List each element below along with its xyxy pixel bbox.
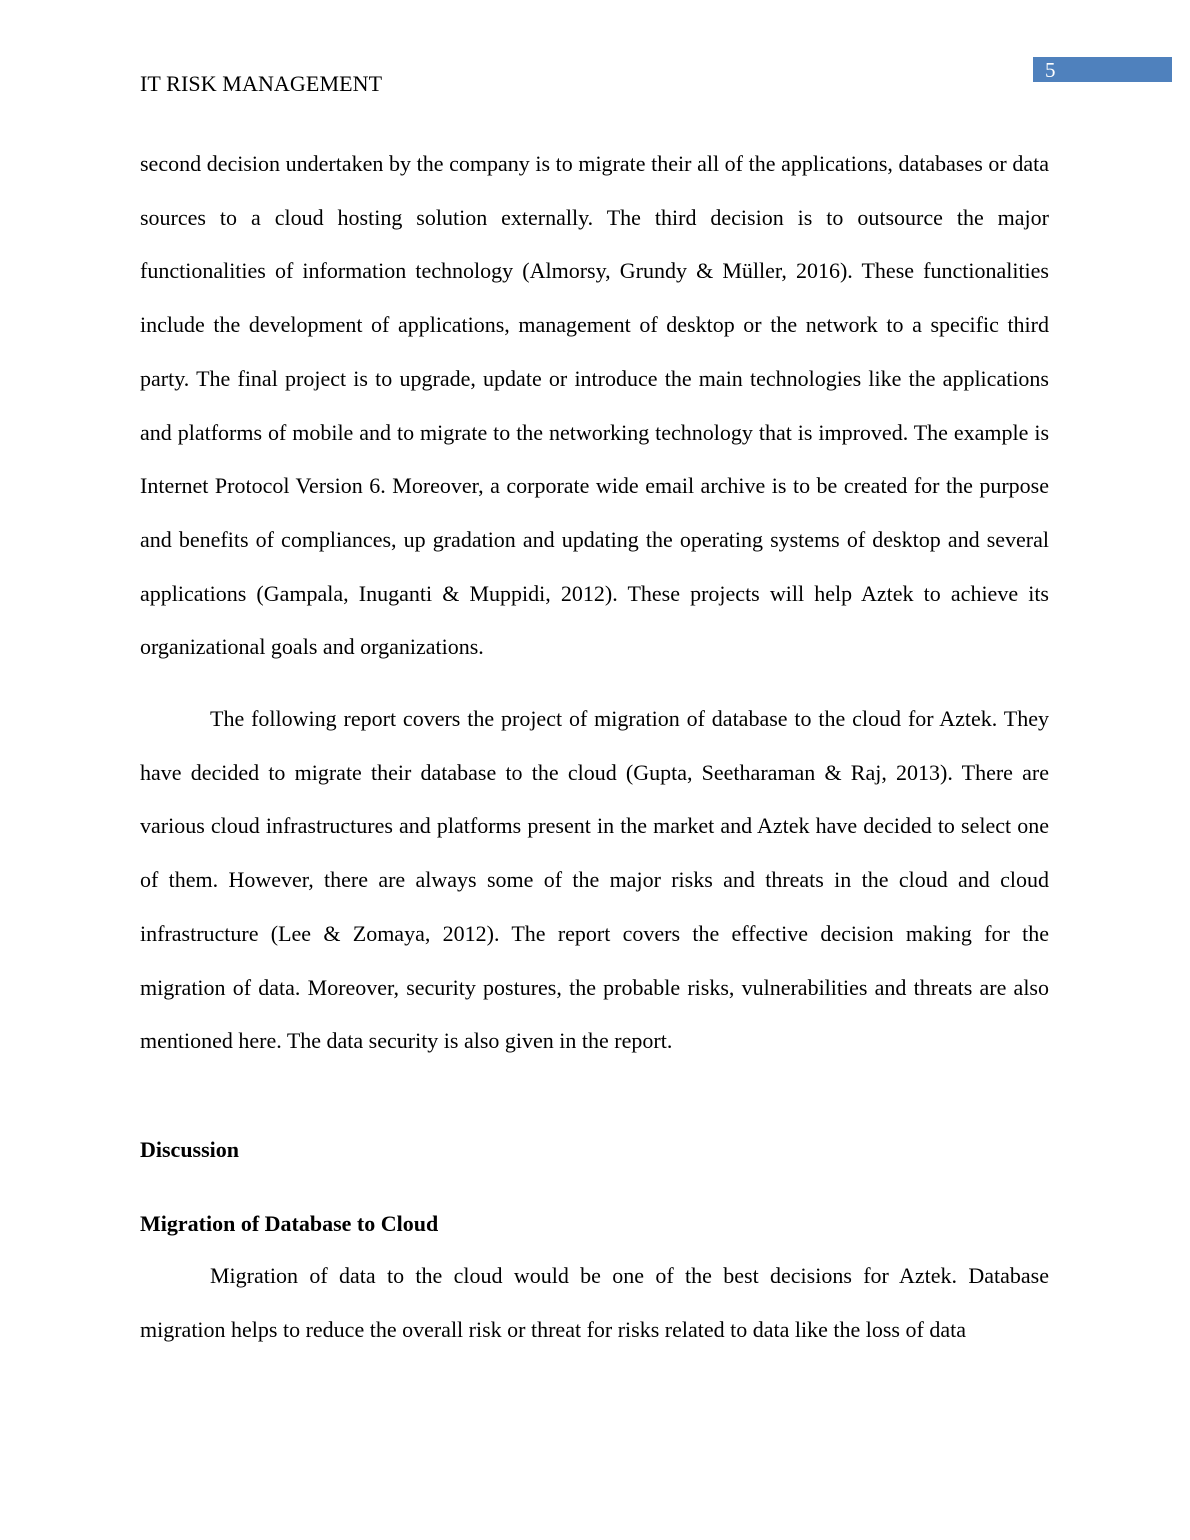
body-paragraph: Migration of data to the cloud would be one of the best decisions for Aztek. Database migration helps to reduce the overall risk or threat for risks related to data like the loss of data bbox=[140, 1262, 1049, 1342]
subsection-heading-migration: Migration of Database to Cloud bbox=[140, 1210, 439, 1236]
section-heading-discussion: Discussion bbox=[140, 1136, 240, 1162]
body-paragraph: The following report covers the project of migration of database to the cloud for Aztek. They have decided to migrate their database to the cloud (Gupta, Seetharaman & Raj, 2013). There are various cloud infrastructures and platforms present in the market and Aztek have decided to select one of them. However, there are always some of the major risks and threats in the cloud and cloud infrastructure (Lee & Zomaya, 2012). The report covers the effective decision making for the migration of data. Moreover, security postures, the probable risks, vulnerabilities and threats are also mentioned here. The data security is also given in the report. bbox=[140, 706, 1049, 1054]
running-head: IT RISK MANAGEMENT bbox=[140, 71, 383, 96]
body-paragraph: second decision undertaken by the company is to migrate their all of the applications, databases or data sources to a cloud hosting solution externally. The third decision is to outsource the major functionalities of information technology (Almorsy, Grundy & Müller, 2016). These functionalities include the development of applications, management of desktop or the network to a specific third party. The final project is to upgrade, update or introduce the main technologies like the applications and platforms of mobile and to migrate to the networking technology that is improved. The example is Internet Protocol Version 6. Moreover, a corporate wide email archive is to be created for the purpose and benefits of compliances, up gradation and updating the operating systems of desktop and several applications (Gampala, Inuganti & Muppidi, 2012). These projects will help Aztek to achieve its organizational goals and organizations. bbox=[140, 151, 1049, 660]
page-number-badge bbox=[1033, 57, 1172, 82]
document-body bbox=[140, 137, 1049, 1356]
page-number: 5 bbox=[1045, 58, 1056, 82]
